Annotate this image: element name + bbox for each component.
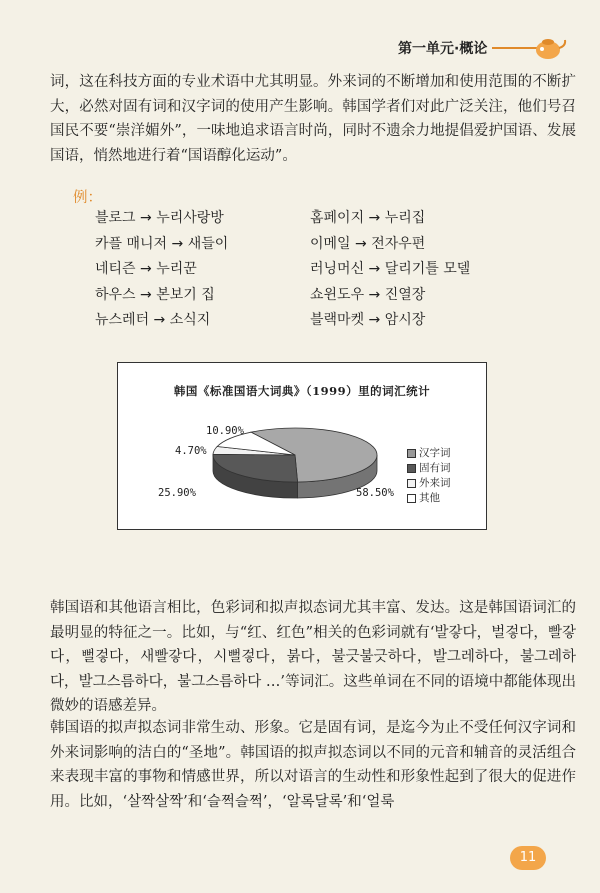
- example-item: 하우스 → 본보기 집: [95, 286, 215, 303]
- example-item: 블로그 → 누리사랑방: [95, 210, 224, 226]
- legend-item-native: [407, 461, 451, 476]
- paragraph-color-words: 韩国语和其他语言相比，色彩词和拟声拟态词尤其丰富、发达。这是韩国语词汇的最明显的特征之一。比如，与“红、红色”相关的色彩词就有‘발갛다，벌겋다，빨갛다，뻘겋다，새빨갛다，시뻘겋다，붉다，불긋불긋하다，발그레하다，불그레하다，발그스름하다，불그스름하다 …’等词汇。这些单词在不同的语境中都能体现出微妙的语感差异。: [50, 600, 576, 714]
- page-header: [0, 30, 600, 64]
- page-number: 11: [510, 846, 546, 870]
- slice-label-loanword: 4.70%: [175, 445, 207, 457]
- example-item: 뉴스레터 → 소식지: [95, 312, 211, 328]
- legend-swatch: [407, 479, 416, 488]
- unit-title: 第一单元·概论: [398, 41, 488, 57]
- legend-label: 固有词: [419, 462, 451, 474]
- chart-title: 韩国《标准国语大词典》（1999）里的词汇统计: [173, 384, 431, 398]
- example-list: [95, 206, 515, 334]
- example-label: 例：: [73, 190, 102, 206]
- paragraph-intro: 词，这在科技方面的专业术语中尤其明显。外来词的不断增加和使用范围的不断扩大，必然对固有词和汉字词的使用产生影响。韩国学者们对此广泛关注，他们号召国民不要“崇洋媚外”，一味地追求语言时尚，同时不遗余力地提倡爱护国语、发展国语，悄然地进行着“国语醇化运动”。: [50, 74, 576, 164]
- chart-legend: [407, 446, 451, 506]
- legend-label: 其他: [419, 492, 440, 504]
- legend-label: 外来词: [419, 477, 451, 489]
- legend-item-other: [407, 491, 451, 506]
- example-item: 쇼윈도우 → 진열장: [310, 286, 426, 303]
- example-item: 이메일 → 전자우편: [310, 235, 426, 252]
- legend-swatch: [407, 494, 416, 503]
- paragraph-onomatopoeia: 韩国语的拟声拟态词非常生动、形象。它是固有词，是迄今为止不受任何汉字词和外来词影响的洁白的“圣地”。韩国语的拟声拟态词以不同的元音和辅音的灵活组合来表现丰富的事物和情感世界，所以对语言的生动性和形象性起到了很大的促进作用。比如，‘살짝살짝’和‘슬쩍슬쩍’，‘알록달록’和‘얼룩: [50, 720, 576, 810]
- example-item: 홈페이지 → 누리집: [310, 210, 426, 226]
- example-item: 러닝머신 → 달리기틀 모델: [310, 261, 471, 277]
- slice-label-sino: 58.50%: [356, 487, 394, 499]
- vocabulary-pie-chart: [117, 362, 487, 530]
- slice-label-native: 25.90%: [158, 487, 196, 499]
- example-item: 카플 매니저 → 새들이: [95, 235, 229, 252]
- legend-label: 汉字词: [419, 447, 451, 459]
- legend-swatch: [407, 464, 416, 473]
- legend-item-loanword: [407, 476, 451, 491]
- slice-label-other: 10.90%: [206, 425, 244, 437]
- example-item: 네티즌 → 누리꾼: [95, 261, 197, 277]
- legend-swatch: [407, 449, 416, 458]
- example-item: 블랙마켓 → 암시장: [310, 312, 426, 328]
- teapot-icon: [528, 32, 568, 62]
- legend-item-sino: [407, 446, 451, 461]
